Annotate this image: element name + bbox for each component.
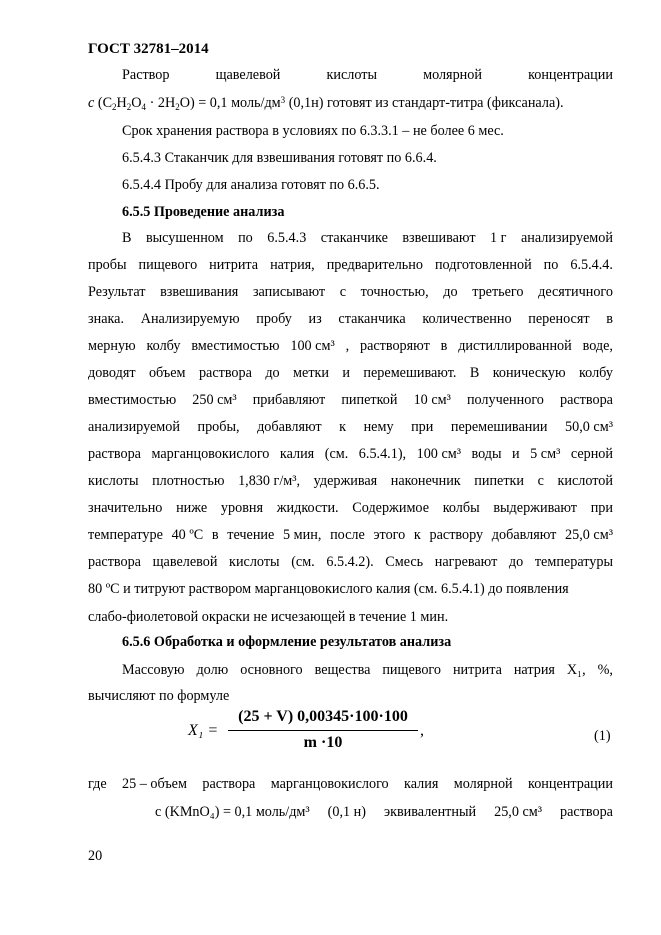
word: пищевого: [138, 257, 198, 273]
word: пробу: [256, 311, 292, 327]
word: молярной: [423, 67, 482, 83]
body-line: [88, 337, 613, 355]
formula-1: [188, 708, 448, 756]
word: пищевого: [382, 662, 441, 678]
body-line: [88, 283, 613, 301]
word: нитрита: [209, 257, 259, 273]
body-line: [88, 553, 613, 571]
word: из: [308, 311, 322, 327]
word: марганцовокислого: [151, 446, 270, 462]
word: плотностью: [152, 473, 225, 489]
c-symbol: с: [88, 95, 95, 111]
word: щавелевой: [152, 554, 218, 570]
word: 40 ºС: [171, 527, 204, 543]
word: кислотой: [557, 473, 613, 489]
formula-part: H: [116, 95, 127, 111]
formula-denominator: m ·10: [303, 734, 343, 751]
formula-numerator: (25 + V) 0,00345·100·100: [238, 708, 408, 725]
word: взвешивают: [402, 230, 476, 246]
word: марганцовокислого: [270, 776, 389, 792]
word: 5 мин,: [283, 527, 322, 543]
word: %,: [597, 662, 613, 678]
word: кислоты: [229, 554, 280, 570]
word: по: [238, 230, 253, 246]
word: знака.: [88, 311, 125, 327]
word: колбы: [442, 500, 480, 516]
word: пробы: [88, 257, 127, 273]
word: концентрации: [528, 67, 613, 83]
word: до: [443, 284, 458, 300]
word: выдерживают: [493, 500, 577, 516]
word: перемешивают.: [363, 365, 457, 381]
word: третьего: [472, 284, 524, 300]
word: 80 ºС и титруют раствором марганцовокислого калия (см. 6.5.4.1) до появления: [88, 581, 569, 597]
superscript: 3: [280, 95, 286, 105]
word: взвешивания: [160, 284, 239, 300]
body-line: [88, 364, 613, 382]
word: до: [265, 365, 280, 381]
word: раствора: [88, 446, 141, 462]
word: натрия: [513, 662, 555, 678]
word: Содержимое: [352, 500, 429, 516]
word: кислоты: [88, 473, 139, 489]
word: удерживая: [313, 473, 378, 489]
word: Раствор: [122, 67, 170, 83]
word: переносят: [528, 311, 590, 327]
word: наконечник: [390, 473, 461, 489]
word: добавляют: [257, 419, 322, 435]
word: (см.: [291, 554, 315, 570]
section-655-heading: 6.5.5 Проведение анализа: [122, 204, 285, 220]
word: по: [543, 257, 559, 273]
word: вместимостью: [88, 392, 177, 408]
body-line: [88, 472, 613, 490]
word: (см.: [324, 446, 349, 462]
word: с: [537, 473, 544, 489]
word: раствора: [202, 776, 256, 792]
word: температуры: [534, 554, 613, 570]
formula-part: · 2H: [146, 95, 176, 111]
p656-line2: вычисляют по формуле: [88, 688, 230, 704]
word: метки: [293, 365, 330, 381]
word: раствору: [429, 527, 484, 543]
word: раствора: [560, 804, 613, 820]
word: кислоты: [326, 67, 377, 83]
word: высушенном: [145, 230, 224, 246]
word: после: [330, 527, 365, 543]
word: 25,0 см³: [494, 804, 542, 820]
word: раствора: [559, 392, 613, 408]
p2: Срок хранения раствора в условиях по 6.3.3.1 – не более 6 мес.: [122, 123, 504, 139]
word: Анализируемую: [140, 311, 240, 327]
word: прибавляют: [252, 392, 326, 408]
word: жидкости.: [276, 500, 339, 516]
word: Смесь: [385, 554, 424, 570]
word: концентрации: [528, 776, 613, 792]
where-label: где: [88, 776, 107, 792]
where-line2: [155, 803, 613, 821]
word: полученного: [466, 392, 544, 408]
word: в: [606, 311, 613, 327]
word: стаканчике: [320, 230, 388, 246]
body-line: [88, 526, 613, 544]
body-line: [88, 256, 613, 274]
p1-line2: [88, 94, 564, 113]
word: нагревают: [434, 554, 498, 570]
word: предварительно: [326, 257, 423, 273]
word: с: [339, 284, 347, 300]
word: (0,1 н): [327, 804, 366, 820]
word: калия: [279, 446, 315, 462]
body-line: [88, 310, 613, 328]
word: анализируемой: [520, 230, 613, 246]
word: эквивалентный: [383, 804, 477, 820]
formula-part: (0,1н) готовят из стандарт-титра (фиксанала).: [285, 95, 564, 111]
word: X₁,: [566, 662, 586, 678]
word: при: [411, 419, 434, 435]
word: 25 – объем: [122, 776, 187, 792]
word: 100 см³: [416, 446, 461, 462]
word: основного: [240, 662, 303, 678]
body-line: [88, 391, 613, 409]
word: 10 см³: [413, 392, 451, 408]
p656-line1: [122, 661, 613, 679]
section-655-last-line: слабо-фиолетовой окраски не исчезающей в течение 1 мин.: [88, 609, 449, 625]
p4: 6.5.4.4 Пробу для анализа готовят по 6.6.5.: [122, 177, 380, 193]
word: 6.5.4.4.: [570, 257, 613, 273]
subscript: 2: [112, 102, 117, 112]
word: и: [342, 365, 351, 381]
word: пробы,: [197, 419, 240, 435]
word: 6.5.4.1),: [358, 446, 407, 462]
word: серной: [570, 446, 613, 462]
word: анализируемой: [88, 419, 180, 435]
word: 250 см³: [192, 392, 237, 408]
word: пипетки: [474, 473, 525, 489]
formula-lhs: X₁ =: [188, 722, 219, 739]
body-line: [88, 445, 613, 463]
word: 1 г: [490, 230, 507, 246]
word: нитрита: [452, 662, 502, 678]
word: воды: [471, 446, 502, 462]
p3: 6.5.4.3 Стаканчик для взвешивания готовят по 6.6.4.: [122, 150, 437, 166]
word: и: [512, 446, 520, 462]
word: к: [339, 419, 347, 435]
subscript: 2: [126, 102, 132, 112]
formula-comma: ,: [420, 722, 424, 739]
body-line: [88, 499, 613, 517]
word: до: [508, 554, 524, 570]
word: долю: [196, 662, 229, 678]
word: температуре: [88, 527, 163, 543]
p1-line1: [122, 66, 613, 84]
word: ,: [345, 338, 350, 354]
word: уровня: [220, 500, 264, 516]
word: добавляют: [491, 527, 557, 543]
page-number: 20: [88, 848, 103, 864]
word: стаканчика: [338, 311, 406, 327]
word: 50,0 см³: [565, 419, 613, 435]
word: этого: [373, 527, 406, 543]
fraction-bar: [228, 730, 418, 731]
word: 6.5.4.2).: [326, 554, 374, 570]
word: при: [590, 500, 613, 516]
body-line: [88, 580, 613, 598]
word: Результат: [88, 284, 146, 300]
word: в: [211, 527, 219, 543]
word: с (KMnO₄) = 0,1 моль/дм³: [155, 804, 310, 820]
formula-part: O: [131, 95, 142, 111]
word: подготовленной: [434, 257, 532, 273]
word: калия: [404, 776, 439, 792]
word: 6.5.4.3: [267, 230, 307, 246]
word: воде,: [582, 338, 613, 354]
word: молярной: [453, 776, 513, 792]
word: колбу: [146, 338, 181, 354]
formula-part: O) = 0,1 моль/дм: [179, 95, 281, 111]
word: вещества: [314, 662, 371, 678]
where-line1: [122, 775, 613, 793]
word: течение: [227, 527, 275, 543]
word: объем: [148, 365, 186, 381]
word: раствора: [88, 554, 141, 570]
word: десятичного: [538, 284, 613, 300]
word: натрия,: [270, 257, 315, 273]
word: пипеткой: [341, 392, 398, 408]
word: растворяют: [359, 338, 430, 354]
word: доводят: [88, 365, 136, 381]
word: точностью,: [360, 284, 429, 300]
word: дистиллированной: [458, 338, 572, 354]
word: ниже: [176, 500, 208, 516]
word: 100 см³: [290, 338, 335, 354]
formula-part: (C: [94, 95, 113, 111]
word: количественно: [422, 311, 512, 327]
word: В: [122, 230, 132, 246]
body-line: [122, 229, 613, 247]
word: колбу: [579, 365, 613, 381]
word: В: [469, 365, 480, 381]
subscript: 2: [175, 102, 180, 112]
word: коническую: [492, 365, 566, 381]
word: 25,0 см³: [565, 527, 613, 543]
word: перемешивании: [450, 419, 548, 435]
subscript: 4: [141, 102, 147, 112]
word: раствора: [198, 365, 252, 381]
word: в: [440, 338, 448, 354]
word: Массовую: [122, 662, 185, 678]
word: вместимостью: [191, 338, 280, 354]
document-header: ГОСТ 32781–2014: [88, 41, 209, 57]
word: значительно: [88, 500, 163, 516]
word: к: [413, 527, 421, 543]
word: мерную: [88, 338, 136, 354]
section-656-heading: 6.5.6 Обработка и оформление результатов анализа: [122, 634, 452, 650]
word: записывают: [252, 284, 326, 300]
word: нему: [363, 419, 394, 435]
word: 5 см³: [530, 446, 561, 462]
equation-number: (1): [594, 728, 611, 744]
body-line: [88, 418, 613, 436]
word: 1,830 г/м³,: [238, 473, 301, 489]
word: щавелевой: [215, 67, 281, 83]
